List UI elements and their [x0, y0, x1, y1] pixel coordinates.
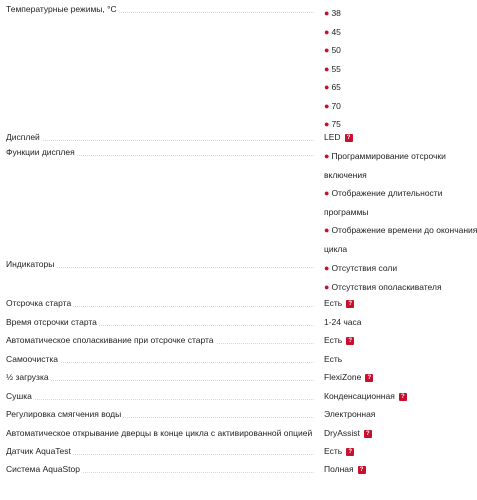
list-item: ● Отображение длительности [324, 188, 443, 198]
bullet-icon: ● [324, 8, 330, 18]
bullet-icon: ● [324, 45, 330, 55]
spec-label: Индикаторы [6, 259, 55, 269]
spec-value-list [324, 259, 474, 296]
spec-label: Автоматическое споласкивание при отсрочке старта [6, 335, 214, 345]
bullet-icon: ● [324, 26, 330, 37]
leader-dots [12, 140, 314, 141]
help-icon[interactable]: ? [365, 374, 373, 382]
list-item-continuation: включения [324, 169, 367, 180]
spec-label: Отсрочка старта [6, 298, 72, 308]
spec-value-list [324, 4, 474, 134]
bullet-icon: ● [324, 225, 330, 235]
list-item-continuation: цикла [324, 243, 348, 254]
bullet-icon: ● [324, 188, 330, 198]
help-icon[interactable]: ? [346, 448, 354, 456]
spec-label: Автоматическое открывание дверцы в конце цикла с активированной опцией [6, 428, 313, 438]
spec-label: Регулировка смягчения воды [6, 409, 122, 419]
spec-value: LED ? [324, 132, 474, 143]
help-icon[interactable]: ? [364, 430, 372, 438]
leader-dots [12, 380, 314, 381]
spec-value: Есть ? [324, 335, 474, 346]
bullet-icon: ● [324, 63, 330, 74]
leader-dots [12, 267, 314, 268]
list-item: ● Отсутствия ополаскивателя [324, 281, 442, 292]
bullet-icon: ● [324, 263, 330, 273]
list-item: ● 65 [324, 82, 341, 92]
spec-label: ½ загрузка [6, 372, 49, 382]
list-item: ● 45 [324, 26, 341, 37]
list-item: ● 38 [324, 8, 341, 18]
bullet-icon: ● [324, 119, 330, 129]
spec-value: Полная ? [324, 464, 474, 475]
spec-value: Есть ? [324, 446, 474, 457]
help-icon[interactable]: ? [345, 134, 353, 142]
bullet-icon: ● [324, 100, 330, 111]
spec-value: Электронная [324, 409, 376, 419]
help-icon[interactable]: ? [346, 337, 354, 345]
spec-label: Система AquaStop [6, 464, 80, 474]
list-item: ● 75 [324, 119, 341, 129]
list-item: ● Отображение времени до окончания [324, 225, 477, 235]
spec-value: 1-24 часа [324, 317, 362, 327]
help-icon[interactable]: ? [358, 466, 366, 474]
list-item: ● Отсутствия соли [324, 263, 398, 273]
spec-value-list [324, 147, 477, 258]
help-icon[interactable]: ? [399, 393, 407, 401]
spec-value: DryAssist ? [324, 428, 474, 439]
spec-label: Сушка [6, 391, 32, 401]
spec-label: Датчик AquaTest [6, 446, 71, 456]
bullet-icon: ● [324, 151, 330, 161]
list-item: ● 55 [324, 63, 341, 74]
spec-label: Время отсрочки старта [6, 317, 97, 327]
spec-value: FlexiZone ? [324, 372, 474, 383]
spec-label: Самоочистка [6, 354, 59, 364]
help-icon[interactable]: ? [346, 300, 354, 308]
bullet-icon: ● [324, 82, 330, 92]
bullet-icon: ● [324, 281, 330, 292]
spec-label: Дисплей [6, 132, 40, 142]
list-item: ● 50 [324, 45, 341, 55]
spec-label: Температурные режимы, °C [6, 4, 117, 14]
list-item: ● 70 [324, 100, 341, 111]
spec-value: Есть ? [324, 298, 474, 309]
list-item-continuation: программы [324, 206, 369, 217]
list-item: ● Программирование отсрочки [324, 151, 446, 161]
spec-value: Конденсационная ? [324, 391, 474, 402]
spec-label: Функции дисплея [6, 147, 75, 157]
spec-value: Есть [324, 354, 343, 364]
leader-dots [12, 399, 314, 400]
